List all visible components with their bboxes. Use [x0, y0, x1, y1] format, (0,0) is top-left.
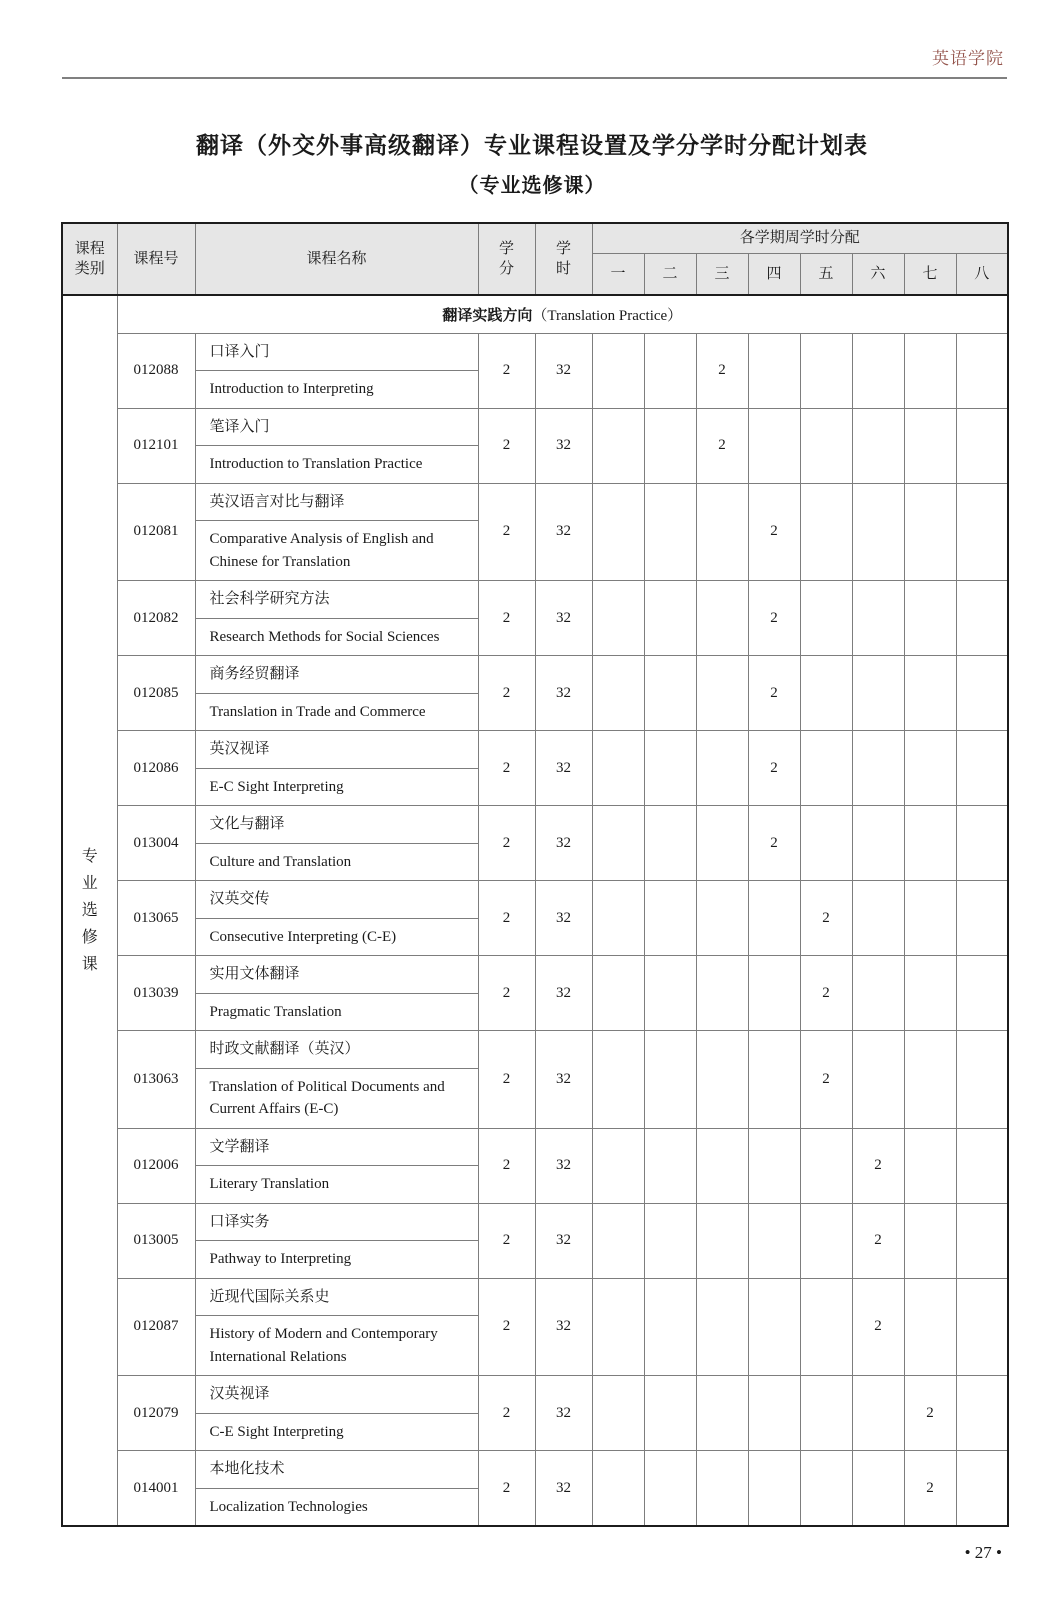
semester-hour-cell	[956, 1278, 1008, 1376]
category-label-char: 专	[81, 848, 98, 865]
semester-hour-cell	[904, 1031, 956, 1129]
semester-hour-cell	[956, 483, 1008, 581]
semester-hour-cell	[800, 1376, 852, 1451]
hours-cell: 32	[535, 333, 592, 408]
semester-hour-cell	[956, 1451, 1008, 1527]
semester-hour-cell	[696, 656, 748, 731]
semester-hour-cell	[644, 333, 696, 408]
semester-hour-cell	[800, 483, 852, 581]
header-semester-6: 六	[852, 253, 904, 295]
course-row	[62, 483, 1008, 521]
semester-hour-cell	[748, 1376, 800, 1451]
header-semester-4: 四	[748, 253, 800, 295]
semester-hour-cell	[800, 1128, 852, 1203]
semester-hour-cell: 2	[748, 581, 800, 656]
semester-hour-cell	[592, 1376, 644, 1451]
semester-hour-cell	[904, 731, 956, 806]
semester-hour-cell	[748, 1451, 800, 1527]
course-no-cell: 012088	[117, 333, 195, 408]
direction-title-en: （Translation Practice）	[532, 307, 683, 324]
course-no-cell: 012081	[117, 483, 195, 581]
course-no-cell: 013004	[117, 806, 195, 881]
course-name-cn: 商务经贸翻译	[195, 656, 478, 694]
semester-hour-cell	[592, 731, 644, 806]
credit-cell: 2	[478, 333, 535, 408]
header-hours	[535, 223, 592, 295]
semester-hour-cell	[800, 1278, 852, 1376]
course-no-cell: 012006	[117, 1128, 195, 1203]
course-no-cell: 013063	[117, 1031, 195, 1129]
course-name-en: Comparative Analysis of English and Chinese for Translation	[195, 521, 478, 581]
semester-hour-cell	[956, 956, 1008, 1031]
hours-cell: 32	[535, 1451, 592, 1527]
semester-hour-cell	[696, 1128, 748, 1203]
header-credit-line2: 分	[498, 261, 514, 277]
credit-cell: 2	[478, 483, 535, 581]
course-no-cell: 012085	[117, 656, 195, 731]
course-name-cn: 实用文体翻译	[195, 956, 478, 994]
semester-hour-cell	[748, 1031, 800, 1129]
semester-hour-cell	[644, 1031, 696, 1129]
semester-hour-cell	[592, 1278, 644, 1376]
credit-cell: 2	[478, 408, 535, 483]
semester-hour-cell	[904, 956, 956, 1031]
course-no-cell: 012101	[117, 408, 195, 483]
semester-hour-cell	[696, 581, 748, 656]
semester-hour-cell: 2	[748, 806, 800, 881]
semester-hour-cell	[852, 333, 904, 408]
semester-hour-cell	[644, 408, 696, 483]
semester-hour-cell	[696, 1203, 748, 1278]
header-semester-8: 八	[956, 253, 1008, 295]
hours-cell: 32	[535, 1031, 592, 1129]
course-row	[62, 1203, 1008, 1241]
credit-cell: 2	[478, 1451, 535, 1527]
header-semester-5: 五	[800, 253, 852, 295]
hours-cell: 32	[535, 581, 592, 656]
semester-hour-cell	[800, 1203, 852, 1278]
header-rule	[62, 77, 1007, 79]
course-row	[62, 731, 1008, 769]
college-name: 英语学院	[932, 49, 1004, 68]
semester-hour-cell: 2	[904, 1451, 956, 1527]
semester-hour-cell	[800, 731, 852, 806]
hours-cell: 32	[535, 956, 592, 1031]
semester-hour-cell	[852, 483, 904, 581]
credit-cell: 2	[478, 656, 535, 731]
semester-hour-cell	[696, 483, 748, 581]
course-row	[62, 1128, 1008, 1166]
semester-hour-cell	[696, 881, 748, 956]
semester-hour-cell	[956, 731, 1008, 806]
course-name-en: Translation in Trade and Commerce	[195, 693, 478, 731]
header-semester-2: 二	[644, 253, 696, 295]
hours-cell: 32	[535, 881, 592, 956]
semester-hour-cell	[644, 1203, 696, 1278]
semester-hour-cell	[956, 581, 1008, 656]
semester-hour-cell	[592, 806, 644, 881]
course-row	[62, 1031, 1008, 1069]
credit-cell: 2	[478, 1128, 535, 1203]
course-row	[62, 333, 1008, 371]
hours-cell: 32	[535, 483, 592, 581]
semester-hour-cell	[748, 881, 800, 956]
table-body	[62, 295, 1008, 1526]
hours-cell: 32	[535, 806, 592, 881]
header-hours-line1: 学	[555, 240, 571, 257]
course-no-cell: 014001	[117, 1451, 195, 1527]
semester-hour-cell	[852, 1451, 904, 1527]
credit-cell: 2	[478, 1203, 535, 1278]
course-no-cell: 012087	[117, 1278, 195, 1376]
semester-hour-cell: 2	[748, 483, 800, 581]
header-category-line1: 课程	[74, 240, 105, 257]
semester-hour-cell	[748, 408, 800, 483]
credit-cell: 2	[478, 581, 535, 656]
semester-hour-cell	[800, 656, 852, 731]
course-no-cell: 013005	[117, 1203, 195, 1278]
category-label-char: 课	[81, 956, 98, 973]
semester-hour-cell	[904, 333, 956, 408]
category-label-char: 业	[81, 875, 98, 892]
semester-hour-cell	[904, 1278, 956, 1376]
course-row	[62, 408, 1008, 446]
credit-cell: 2	[478, 731, 535, 806]
page-subtitle: （专业选修课）	[458, 175, 606, 197]
semester-hour-cell	[644, 1451, 696, 1527]
semester-hour-cell: 2	[852, 1128, 904, 1203]
semester-hour-cell: 2	[852, 1278, 904, 1376]
course-name-cn: 笔译入门	[195, 408, 478, 446]
semester-hour-cell	[696, 1031, 748, 1129]
hours-cell: 32	[535, 656, 592, 731]
course-name-en: C-E Sight Interpreting	[195, 1413, 478, 1451]
semester-hour-cell	[956, 1203, 1008, 1278]
semester-hour-cell	[956, 806, 1008, 881]
course-name-cn: 文学翻译	[195, 1128, 478, 1166]
semester-hour-cell	[904, 806, 956, 881]
semester-hour-cell: 2	[748, 731, 800, 806]
course-row	[62, 1451, 1008, 1489]
semester-hour-cell	[592, 408, 644, 483]
header-credit	[478, 223, 535, 295]
semester-hour-cell	[592, 881, 644, 956]
semester-hour-cell	[644, 956, 696, 1031]
course-name-cn: 口译入门	[195, 333, 478, 371]
course-name-cn: 本地化技术	[195, 1451, 478, 1489]
semester-hour-cell	[800, 333, 852, 408]
semester-hour-cell: 2	[800, 881, 852, 956]
course-name-cn: 文化与翻译	[195, 806, 478, 844]
header-course-name: 课程名称	[195, 223, 478, 295]
page-title: 翻译（外交外事高级翻译）专业课程设置及学分学时分配计划表	[196, 132, 868, 158]
course-name-en: Consecutive Interpreting (C-E)	[195, 918, 478, 956]
hours-cell: 32	[535, 1376, 592, 1451]
semester-hour-cell	[592, 656, 644, 731]
semester-hour-cell	[696, 956, 748, 1031]
category-label-char: 修	[81, 929, 98, 946]
semester-hour-cell: 2	[904, 1376, 956, 1451]
semester-hour-cell	[956, 881, 1008, 956]
credit-cell: 2	[478, 881, 535, 956]
header-category	[62, 223, 117, 295]
course-name-en: Localization Technologies	[195, 1488, 478, 1526]
hours-cell: 32	[535, 1203, 592, 1278]
table-header	[62, 223, 1008, 295]
header-semester-group: 各学期周学时分配	[592, 223, 1008, 253]
semester-hour-cell	[904, 408, 956, 483]
course-name-en: Translation of Political Documents and Current Affairs (E-C)	[195, 1068, 478, 1128]
semester-hour-cell	[904, 656, 956, 731]
semester-hour-cell	[800, 408, 852, 483]
hours-cell: 32	[535, 1128, 592, 1203]
course-row	[62, 956, 1008, 994]
semester-hour-cell	[592, 956, 644, 1031]
course-name-cn: 近现代国际关系史	[195, 1278, 478, 1316]
course-name-cn: 英汉语言对比与翻译	[195, 483, 478, 521]
semester-hour-cell	[644, 1128, 696, 1203]
header-semester-1: 一	[592, 253, 644, 295]
semester-hour-cell	[748, 1203, 800, 1278]
semester-hour-cell	[852, 806, 904, 881]
course-name-en: E-C Sight Interpreting	[195, 768, 478, 806]
semester-hour-cell	[592, 581, 644, 656]
semester-hour-cell	[696, 806, 748, 881]
semester-hour-cell	[800, 581, 852, 656]
semester-hour-cell	[956, 333, 1008, 408]
semester-hour-cell	[592, 1203, 644, 1278]
semester-hour-cell	[748, 956, 800, 1031]
credit-cell: 2	[478, 1278, 535, 1376]
semester-hour-cell	[644, 581, 696, 656]
credit-cell: 2	[478, 1376, 535, 1451]
course-row	[62, 656, 1008, 694]
course-name-en: Pathway to Interpreting	[195, 1241, 478, 1279]
semester-hour-cell	[904, 1128, 956, 1203]
hours-cell: 32	[535, 408, 592, 483]
course-plan-table	[61, 222, 1009, 1527]
direction-title-cn: 翻译实践方向	[442, 307, 533, 324]
semester-hour-cell	[592, 333, 644, 408]
semester-hour-cell	[644, 483, 696, 581]
semester-hour-cell	[852, 1031, 904, 1129]
semester-hour-cell	[644, 731, 696, 806]
header-course-no: 课程号	[117, 223, 195, 295]
semester-hour-cell	[748, 1278, 800, 1376]
category-label-char: 选	[81, 902, 98, 919]
semester-hour-cell: 2	[748, 656, 800, 731]
semester-hour-cell	[748, 333, 800, 408]
course-name-en: Pragmatic Translation	[195, 993, 478, 1031]
semester-hour-cell	[852, 731, 904, 806]
direction-row	[62, 295, 1008, 333]
course-name-en: Introduction to Translation Practice	[195, 446, 478, 484]
course-no-cell: 013065	[117, 881, 195, 956]
header-semester-7: 七	[904, 253, 956, 295]
semester-hour-cell	[904, 1203, 956, 1278]
course-no-cell: 012086	[117, 731, 195, 806]
course-row	[62, 581, 1008, 619]
semester-hour-cell	[956, 1031, 1008, 1129]
semester-hour-cell	[800, 1451, 852, 1527]
semester-hour-cell	[956, 656, 1008, 731]
header-semester-3: 三	[696, 253, 748, 295]
semester-hour-cell	[800, 806, 852, 881]
course-name-cn: 英汉视译	[195, 731, 478, 769]
semester-hour-cell	[592, 1451, 644, 1527]
semester-hour-cell	[696, 1451, 748, 1527]
hours-cell: 32	[535, 731, 592, 806]
page-number: • 27 •	[964, 1543, 1002, 1562]
semester-hour-cell	[852, 881, 904, 956]
semester-hour-cell: 2	[696, 408, 748, 483]
semester-hour-cell	[852, 408, 904, 483]
semester-hour-cell	[592, 1128, 644, 1203]
course-name-cn: 时政文献翻译（英汉）	[195, 1031, 478, 1069]
course-no-cell: 012079	[117, 1376, 195, 1451]
header-category-line2: 类别	[74, 261, 105, 277]
course-row	[62, 1278, 1008, 1316]
semester-hour-cell	[852, 1376, 904, 1451]
semester-hour-cell	[852, 581, 904, 656]
course-name-en: Introduction to Interpreting	[195, 371, 478, 409]
semester-hour-cell	[696, 1376, 748, 1451]
credit-cell: 2	[478, 806, 535, 881]
semester-hour-cell: 2	[800, 956, 852, 1031]
course-name-cn: 汉英视译	[195, 1376, 478, 1414]
semester-hour-cell	[904, 483, 956, 581]
category-label-cell	[62, 295, 117, 1526]
semester-hour-cell	[748, 1128, 800, 1203]
semester-hour-cell	[956, 408, 1008, 483]
semester-hour-cell	[696, 731, 748, 806]
semester-hour-cell	[592, 483, 644, 581]
credit-cell: 2	[478, 956, 535, 1031]
semester-hour-cell	[644, 881, 696, 956]
credit-cell: 2	[478, 1031, 535, 1129]
semester-hour-cell	[592, 1031, 644, 1129]
course-no-cell: 013039	[117, 956, 195, 1031]
course-name-cn: 口译实务	[195, 1203, 478, 1241]
course-row	[62, 806, 1008, 844]
semester-hour-cell	[644, 1376, 696, 1451]
course-name-cn: 社会科学研究方法	[195, 581, 478, 619]
semester-hour-cell	[644, 1278, 696, 1376]
course-name-en: Literary Translation	[195, 1166, 478, 1204]
course-name-en: History of Modern and Contemporary International Relations	[195, 1316, 478, 1376]
semester-hour-cell	[956, 1376, 1008, 1451]
course-name-en: Culture and Translation	[195, 843, 478, 881]
semester-hour-cell	[852, 656, 904, 731]
semester-hour-cell	[904, 881, 956, 956]
semester-hour-cell	[644, 656, 696, 731]
semester-hour-cell: 2	[852, 1203, 904, 1278]
course-row	[62, 1376, 1008, 1414]
course-name-en: Research Methods for Social Sciences	[195, 618, 478, 656]
semester-hour-cell	[904, 581, 956, 656]
course-row	[62, 881, 1008, 919]
semester-hour-cell	[696, 1278, 748, 1376]
semester-hour-cell: 2	[696, 333, 748, 408]
semester-hour-cell	[852, 956, 904, 1031]
course-no-cell: 012082	[117, 581, 195, 656]
semester-hour-cell: 2	[800, 1031, 852, 1129]
course-name-cn: 汉英交传	[195, 881, 478, 919]
semester-hour-cell	[956, 1128, 1008, 1203]
header-credit-line1: 学	[498, 240, 514, 257]
header-hours-line2: 时	[555, 261, 571, 277]
direction-title-cell	[117, 295, 1008, 333]
semester-hour-cell	[644, 806, 696, 881]
hours-cell: 32	[535, 1278, 592, 1376]
